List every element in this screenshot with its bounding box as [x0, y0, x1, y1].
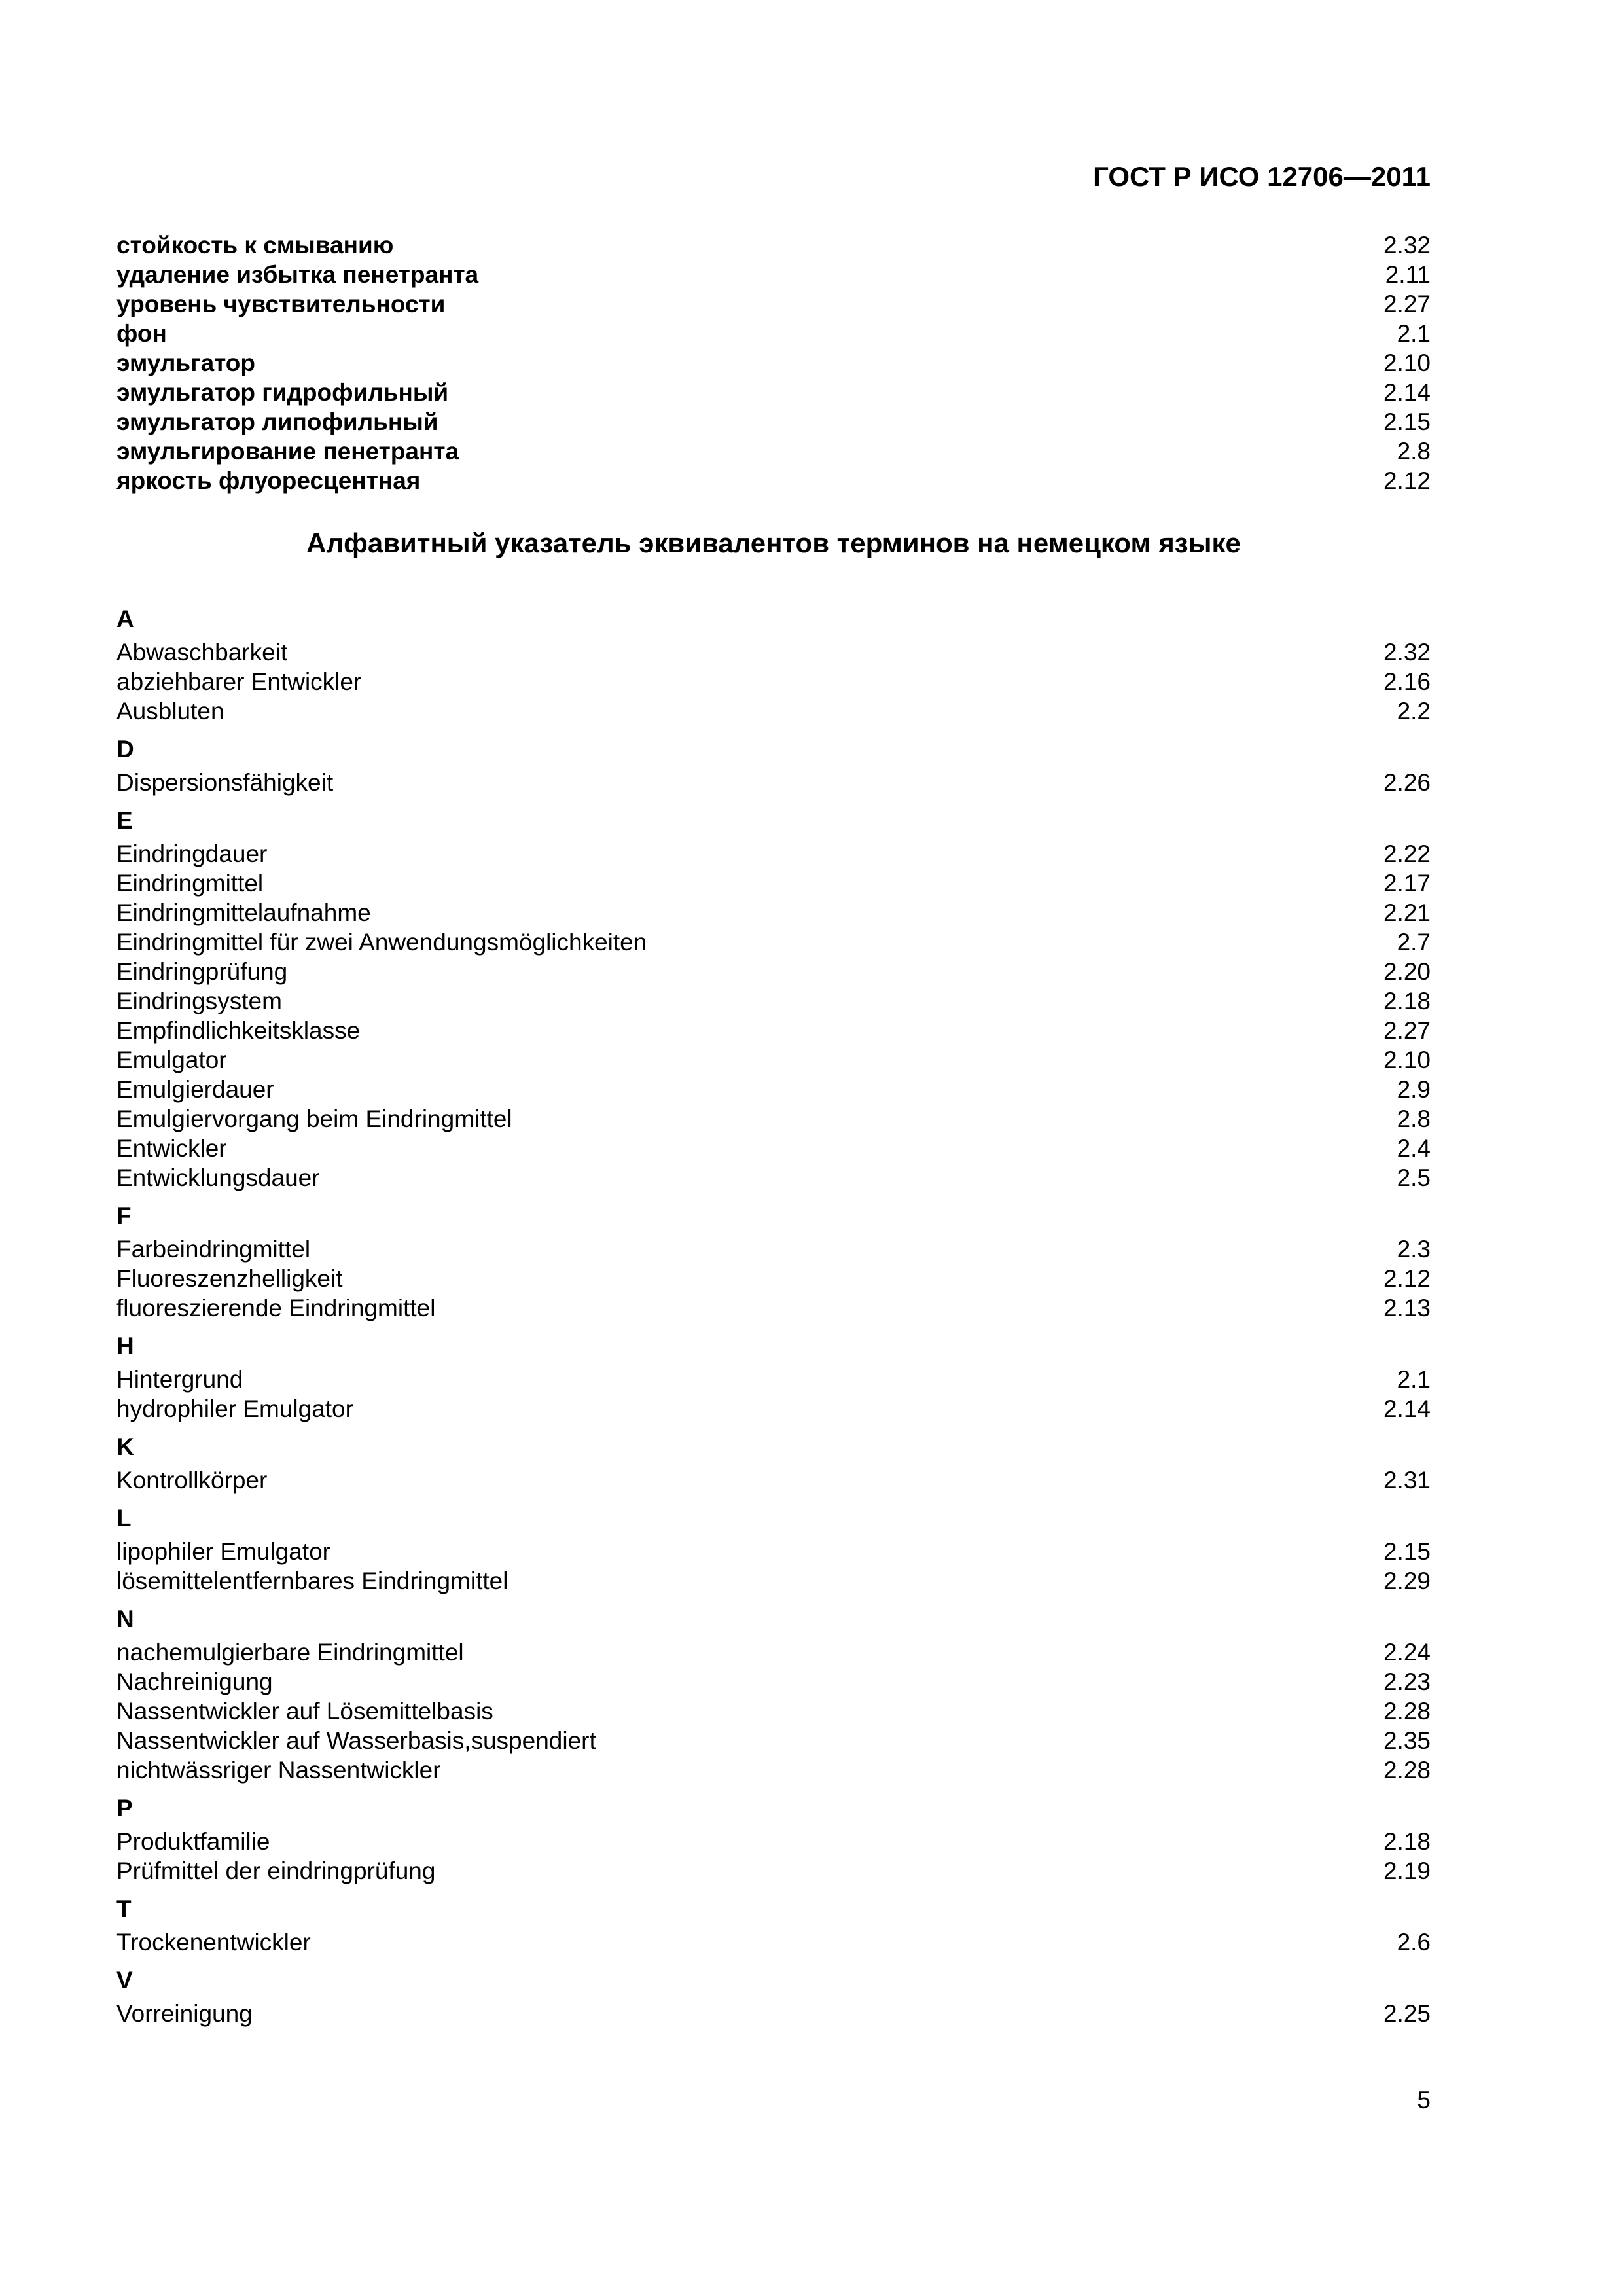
index-entry	[116, 1394, 1431, 1424]
index-term: Entwickler	[116, 1135, 227, 1162]
index-term: Hintergrund	[116, 1366, 243, 1393]
index-entry	[116, 1638, 1431, 1667]
index-term: Prüfmittel der eindringprüfung	[116, 1857, 436, 1884]
index-entry	[116, 466, 1431, 495]
index-entry	[116, 898, 1431, 927]
index-ref-number: 2.7	[1397, 929, 1431, 956]
index-term: эмульгатор гидрофильный	[116, 379, 449, 406]
letter-heading: F	[116, 1202, 132, 1229]
index-term: удаление избытка пенетранта	[116, 261, 479, 288]
letter-group	[116, 731, 1431, 797]
index-ref-number: 2.10	[1383, 1047, 1431, 1073]
index-ref-number: 2.32	[1383, 232, 1431, 259]
index-term: Nassentwickler auf Wasserbasis,suspendiert	[116, 1727, 596, 1754]
letter-heading: N	[116, 1605, 134, 1632]
index-term: Eindringmittelaufnahme	[116, 899, 371, 926]
index-term: Nassentwickler auf Lösemittelbasis	[116, 1698, 493, 1725]
index-ref-number: 2.15	[1383, 408, 1431, 435]
index-entry	[116, 348, 1431, 378]
index-entry	[116, 1928, 1431, 1957]
index-ref-number: 2.9	[1397, 1076, 1431, 1103]
index-term: Trockenentwickler	[116, 1929, 311, 1956]
letter-group	[116, 1429, 1431, 1495]
index-ref-number: 2.29	[1383, 1568, 1431, 1594]
index-entry	[116, 1163, 1431, 1193]
index-entry	[116, 637, 1431, 667]
index-term: Nachreinigung	[116, 1668, 273, 1695]
index-term: эмульгатор	[116, 350, 255, 376]
index-entry	[116, 1016, 1431, 1045]
index-term: Eindringprüfung	[116, 958, 288, 985]
index-term: Empfindlichkeitsklasse	[116, 1017, 361, 1044]
index-entry	[116, 319, 1431, 348]
index-ref-number: 2.3	[1397, 1236, 1431, 1263]
index-term: Eindringdauer	[116, 840, 268, 867]
index-term: Emulgator	[116, 1047, 227, 1073]
index-entry	[116, 1696, 1431, 1726]
index-term: фон	[116, 320, 167, 347]
index-ref-number: 2.12	[1383, 1265, 1431, 1292]
german-index-title: Алфавитный указатель эквивалентов терминов на немецком языке	[306, 528, 1241, 558]
letter-group	[116, 1328, 1431, 1424]
letter-heading: V	[116, 1967, 133, 1994]
index-term: Ausbluten	[116, 698, 224, 725]
index-ref-number: 2.18	[1383, 1828, 1431, 1855]
document-code-header: ГОСТ Р ИСО 12706—2011	[1093, 161, 1431, 192]
index-ref-number: 2.28	[1383, 1698, 1431, 1725]
index-ref-number: 2.16	[1383, 668, 1431, 695]
index-entry	[116, 1537, 1431, 1566]
index-entry	[116, 986, 1431, 1016]
index-ref-number: 2.22	[1383, 840, 1431, 867]
german-index	[116, 601, 1431, 2034]
index-ref-number: 2.11	[1385, 261, 1431, 288]
index-ref-number: 2.27	[1383, 1017, 1431, 1044]
index-entry	[116, 1999, 1431, 2028]
index-entry	[116, 230, 1431, 260]
index-ref-number: 2.1	[1397, 1366, 1431, 1393]
index-ref-number: 2.10	[1383, 350, 1431, 376]
index-entry	[116, 696, 1431, 726]
index-entry	[116, 1827, 1431, 1856]
index-ref-number: 2.35	[1383, 1727, 1431, 1754]
letter-heading: K	[116, 1433, 134, 1460]
index-entry	[116, 1667, 1431, 1696]
index-ref-number: 2.8	[1397, 438, 1431, 465]
index-ref-number: 2.1	[1397, 320, 1431, 347]
letter-heading: P	[116, 1795, 133, 1821]
index-term: hydrophiler Emulgator	[116, 1395, 353, 1422]
letter-group	[116, 1962, 1431, 2028]
page-number: 5	[1417, 2087, 1431, 2113]
index-ref-number: 2.23	[1383, 1668, 1431, 1695]
index-entry	[116, 1755, 1431, 1785]
index-term: nichtwässriger Nassentwickler	[116, 1757, 441, 1784]
index-entry	[116, 768, 1431, 797]
letter-group	[116, 1500, 1431, 1596]
index-ref-number: 2.6	[1397, 1929, 1431, 1956]
index-ref-number: 2.17	[1383, 870, 1431, 897]
letter-group	[116, 1790, 1431, 1886]
index-entry	[116, 378, 1431, 407]
index-entry	[116, 927, 1431, 957]
letter-heading: D	[116, 736, 134, 762]
index-entry	[116, 1293, 1431, 1323]
index-term: lösemittelentfernbares Eindringmittel	[116, 1568, 508, 1594]
letter-heading: E	[116, 807, 133, 834]
index-term: Kontrollkörper	[116, 1467, 268, 1494]
index-ref-number: 2.14	[1383, 379, 1431, 406]
index-term: Emulgierdauer	[116, 1076, 274, 1103]
index-term: уровень чувствительности	[116, 291, 446, 317]
letter-heading: T	[116, 1895, 132, 1922]
index-ref-number: 2.14	[1383, 1395, 1431, 1422]
index-term: Fluoreszenzhelligkeit	[116, 1265, 343, 1292]
russian-index-continuation	[116, 230, 1431, 495]
letter-group	[116, 1891, 1431, 1957]
index-ref-number: 2.20	[1383, 958, 1431, 985]
index-entry	[116, 289, 1431, 319]
index-entry	[116, 1104, 1431, 1134]
index-entry	[116, 1075, 1431, 1104]
index-entry	[116, 957, 1431, 986]
index-term: стойкость к смыванию	[116, 232, 394, 259]
index-term: эмульгатор липофильный	[116, 408, 438, 435]
index-ref-number: 2.21	[1383, 899, 1431, 926]
index-entry	[116, 1465, 1431, 1495]
index-entry	[116, 1234, 1431, 1264]
index-entry	[116, 1134, 1431, 1163]
letter-group	[116, 1601, 1431, 1785]
index-term: Vorreinigung	[116, 2000, 253, 2027]
index-ref-number: 2.26	[1383, 769, 1431, 796]
index-entry	[116, 839, 1431, 869]
index-ref-number: 2.19	[1383, 1857, 1431, 1884]
index-term: Eindringmittel	[116, 870, 264, 897]
index-entry	[116, 1726, 1431, 1755]
index-entry	[116, 667, 1431, 696]
index-term: Produktfamilie	[116, 1828, 270, 1855]
index-ref-number: 2.4	[1397, 1135, 1431, 1162]
index-ref-number: 2.15	[1383, 1538, 1431, 1565]
letter-heading: H	[116, 1333, 134, 1359]
letter-heading: L	[116, 1505, 132, 1532]
index-ref-number: 2.24	[1383, 1639, 1431, 1666]
index-ref-number: 2.31	[1383, 1467, 1431, 1494]
letter-group	[116, 802, 1431, 1193]
index-ref-number: 2.12	[1383, 467, 1431, 494]
index-entry	[116, 407, 1431, 437]
index-ref-number: 2.2	[1397, 698, 1431, 725]
letter-heading: A	[116, 605, 134, 632]
index-term: abziehbarer Entwickler	[116, 668, 362, 695]
index-ref-number: 2.5	[1397, 1164, 1431, 1191]
index-entry	[116, 1045, 1431, 1075]
index-ref-number: 2.13	[1383, 1295, 1431, 1321]
index-term: lipophiler Emulgator	[116, 1538, 331, 1565]
index-term: Entwicklungsdauer	[116, 1164, 320, 1191]
index-term: Abwaschbarkeit	[116, 639, 288, 666]
index-ref-number: 2.28	[1383, 1757, 1431, 1784]
index-term: эмульгирование пенетранта	[116, 438, 459, 465]
index-term: Emulgiervorgang beim Eindringmittel	[116, 1105, 512, 1132]
index-ref-number: 2.27	[1383, 291, 1431, 317]
index-term: Farbeindringmittel	[116, 1236, 311, 1263]
index-term: Eindringmittel für zwei Anwendungsmöglichkeiten	[116, 929, 647, 956]
index-term: яркость флуоресцентная	[116, 467, 421, 494]
index-ref-number: 2.25	[1383, 2000, 1431, 2027]
index-entry	[116, 1264, 1431, 1293]
index-ref-number: 2.18	[1383, 988, 1431, 1014]
index-term: Dispersionsfähigkeit	[116, 769, 334, 796]
index-entry	[116, 869, 1431, 898]
index-ref-number: 2.32	[1383, 639, 1431, 666]
index-entry	[116, 1856, 1431, 1886]
index-term: Eindringsystem	[116, 988, 282, 1014]
index-term: fluoreszierende Eindringmittel	[116, 1295, 436, 1321]
index-entry	[116, 437, 1431, 466]
index-term: nachemulgierbare Eindringmittel	[116, 1639, 464, 1666]
index-entry	[116, 260, 1431, 289]
letter-group	[116, 601, 1431, 726]
index-entry	[116, 1566, 1431, 1596]
index-ref-number: 2.8	[1397, 1105, 1431, 1132]
index-entry	[116, 1365, 1431, 1394]
letter-group	[116, 1198, 1431, 1323]
